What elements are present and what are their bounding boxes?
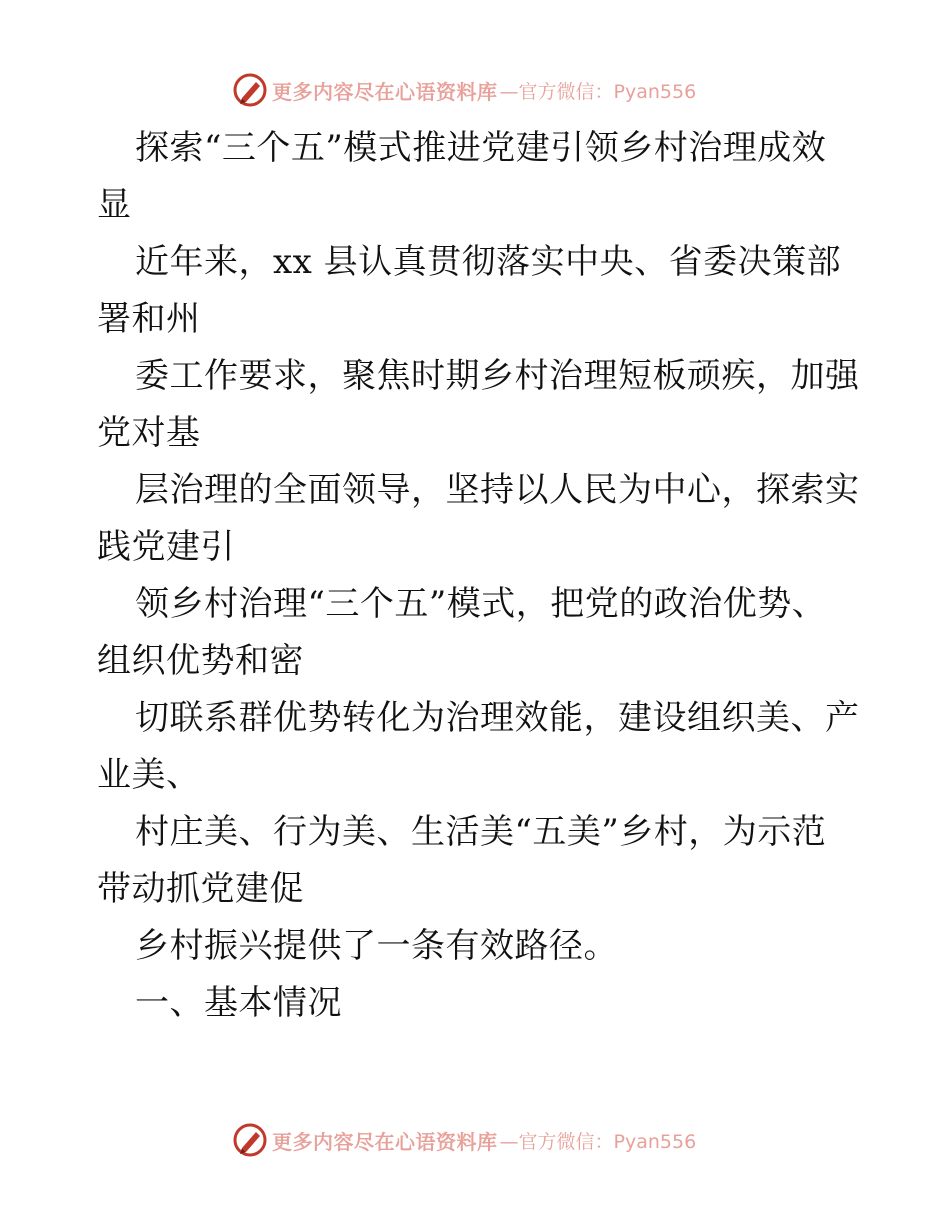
footer-watermark-banner	[232, 1122, 696, 1158]
pen-logo-icon	[232, 72, 268, 108]
paragraph-line: 切联系群优势转化为治理效能，建设组织美、产	[135, 698, 860, 738]
paragraph-line: 领乡村治理“三个五”模式，把党的政治优势、	[135, 584, 827, 624]
paragraph-line: 村庄美、行为美、生活美“五美”乡村，为示范	[135, 812, 827, 852]
paragraph-line: 委工作要求，聚焦时期乡村治理短板顽疾，加强	[135, 356, 860, 396]
paragraph-line-cont: 组织优势和密	[97, 641, 304, 681]
banner-main-text: 更多内容尽在心语资料库	[272, 1129, 498, 1154]
paragraph-line: 近年来，xx 县认真贯彻落实中央、省委决策部	[135, 242, 842, 282]
paragraph-line: 层治理的全面领导，坚持以人民为中心，探索实	[135, 470, 860, 510]
pen-logo-icon	[232, 1122, 268, 1158]
doc-title-line-cont: 显	[97, 185, 132, 225]
section-heading: 一、基本情况	[135, 983, 342, 1023]
banner-sub-text: —官方微信：Pyan556	[499, 1130, 697, 1153]
paragraph-line: 乡村振兴提供了一条有效路径。	[135, 926, 618, 966]
banner-main-text: 更多内容尽在心语资料库	[272, 79, 498, 104]
paragraph-line-cont: 署和州	[97, 299, 201, 339]
paragraph-line-cont: 党对基	[97, 413, 201, 453]
banner-sub-text: —官方微信：Pyan556	[499, 80, 697, 103]
paragraph-line-cont: 带动抓党建促	[97, 869, 304, 909]
document-body	[97, 120, 860, 1032]
paragraph-line-cont: 践党建引	[97, 527, 235, 567]
paragraph-line-cont: 业美、	[97, 755, 201, 795]
doc-title-line: 探索“三个五”模式推进党建引领乡村治理成效	[135, 128, 827, 168]
header-watermark-banner	[232, 72, 696, 108]
